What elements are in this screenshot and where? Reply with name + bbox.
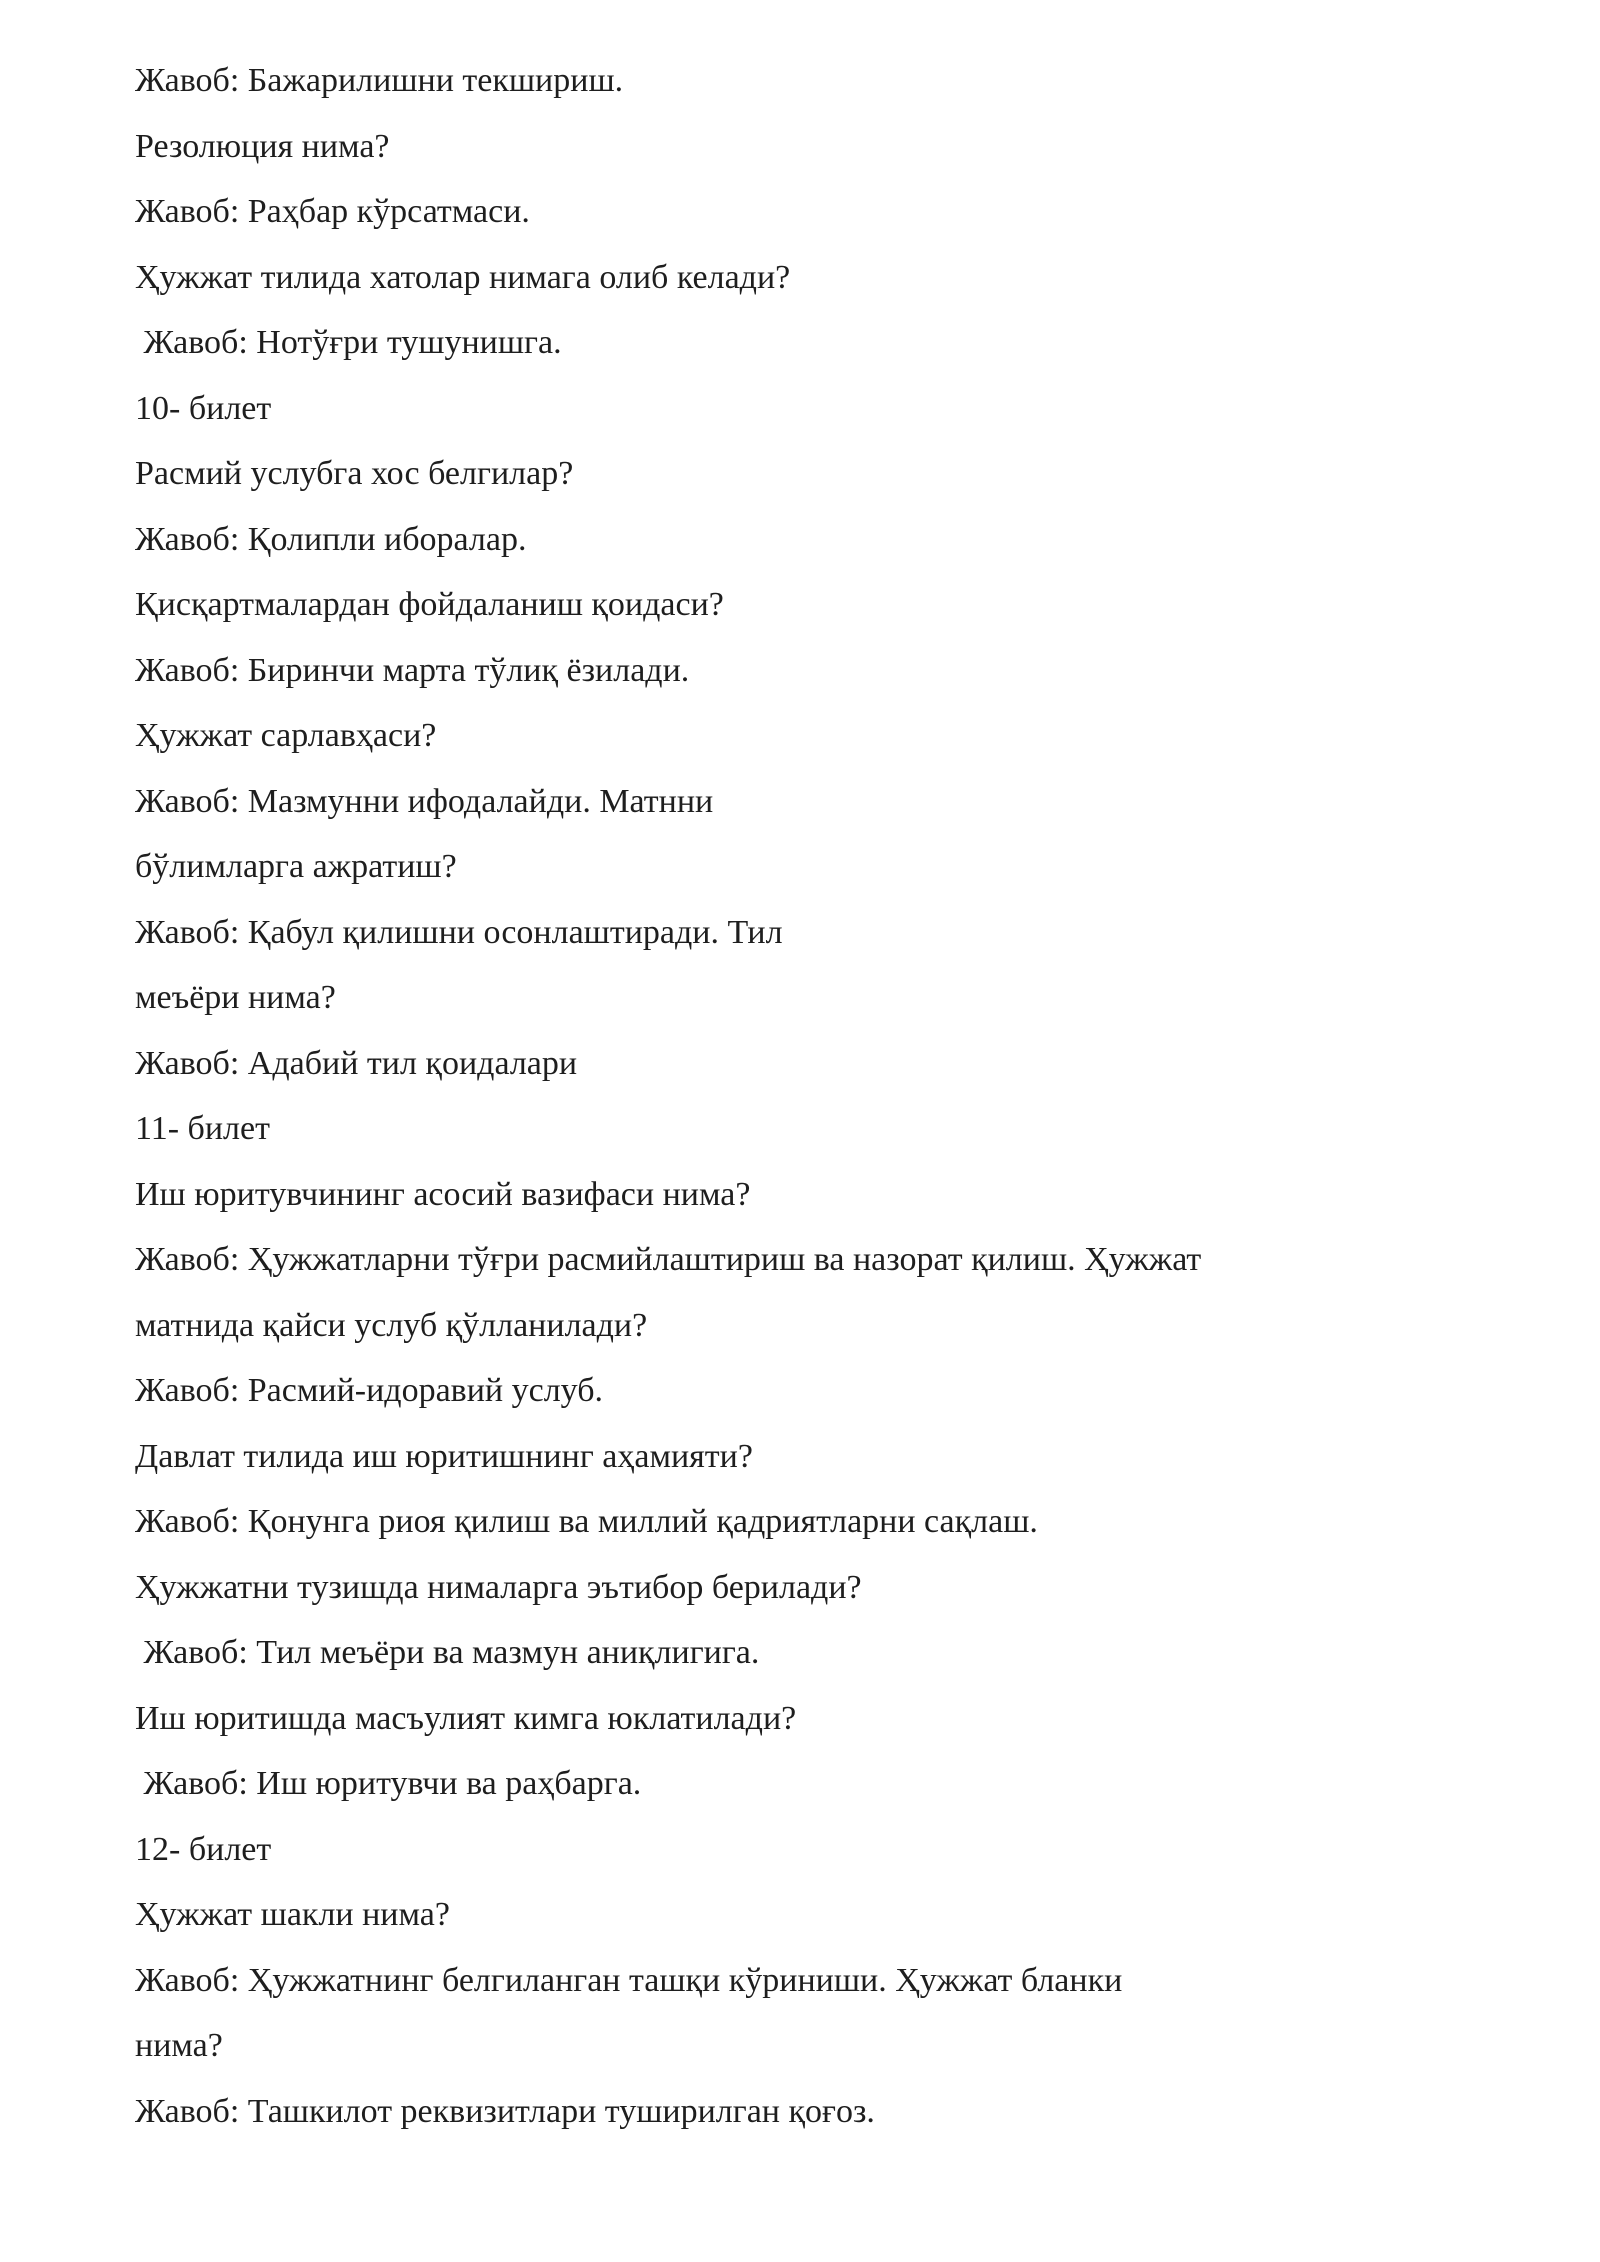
- document-body: [135, 56, 1465, 2152]
- answer-line: Жавоб: Нотўғри тушунишга.: [135, 324, 562, 361]
- question-line: Ҳужжатни тузишда нималарга эътибор берилади?: [135, 1568, 862, 1606]
- answer-line: Жавоб: Биринчи марта тўлиқ ёзилади.: [135, 651, 690, 689]
- answer-line: Жавоб: Бажарилишни текшириш.: [135, 62, 624, 99]
- question-line: Қисқартмалардан фойдаланиш қоидаси?: [135, 586, 724, 623]
- answer-line: Жавоб: Адабий тил қоидалари: [135, 1044, 578, 1082]
- question-line: бўлимларга ажратиш?: [135, 848, 457, 885]
- question-line: матнида қайси услуб қўлланилади?: [135, 1306, 648, 1344]
- answer-line: Жавоб: Қабул қилишни осонлаштиради. Тил: [135, 913, 783, 951]
- question-line: Расмий услубга хос белгилар?: [135, 455, 574, 492]
- question-line: меъёри нима?: [135, 979, 336, 1016]
- answer-line: Жавоб: Ташкилот реквизитлари туширилган қоғоз.: [135, 2092, 875, 2130]
- question-line: Иш юритишда масъулият кимга юклатилади?: [135, 1699, 797, 1737]
- answer-line: Жавоб: Раҳбар кўрсатмаси.: [135, 193, 530, 230]
- answer-line: Жавоб: Ҳужжатнинг белгиланган ташқи кўриниши. Ҳужжат бланки: [135, 1961, 1123, 1999]
- answer-line: Жавоб: Ҳужжатларни тўғри расмийлаштириш ва назорат қилиш. Ҳужжат: [135, 1241, 1202, 1278]
- question-line: Ҳужжат тилида хатолар нимага олиб келади?: [135, 258, 791, 296]
- answer-line: Жавоб: Қонунга риоя қилиш ва миллий қадриятларни сақлаш.: [135, 1503, 1038, 1540]
- question-line: Резолюция нима?: [135, 127, 390, 165]
- answer-line: Жавоб: Иш юритувчи ва раҳбарга.: [135, 1765, 642, 1802]
- answer-line: Жавоб: Тил меъёри ва мазмун аниқлигига.: [135, 1634, 760, 1671]
- question-line: Иш юритувчининг асосий вазифаси нима?: [135, 1175, 751, 1213]
- question-line: Давлат тилида иш юритишнинг аҳамияти?: [135, 1437, 753, 1475]
- question-line: нима?: [135, 2027, 223, 2064]
- question-line: Ҳужжат шакли нима?: [135, 1896, 450, 1933]
- ticket-heading: 12- билет: [135, 1830, 272, 1868]
- ticket-heading: 11- билет: [135, 1110, 270, 1147]
- ticket-heading: 10- билет: [135, 389, 272, 427]
- question-line: Ҳужжат сарлавҳаси?: [135, 717, 437, 754]
- answer-line: Жавоб: Расмий-идоравий услуб.: [135, 1372, 604, 1409]
- answer-line: Жавоб: Мазмунни ифодалайди. Матнни: [135, 782, 714, 820]
- answer-line: Жавоб: Қолипли иборалар.: [135, 520, 527, 558]
